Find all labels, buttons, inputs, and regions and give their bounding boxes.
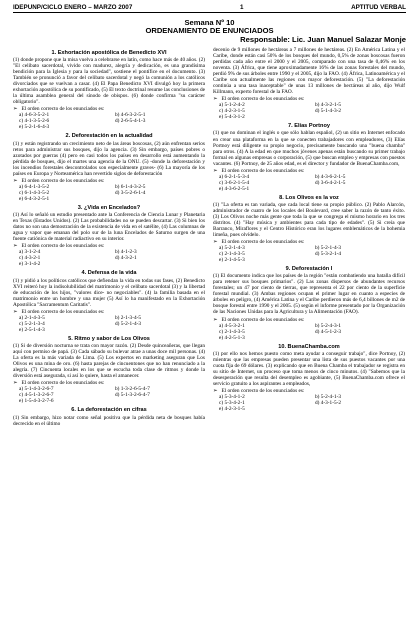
answer-options — [213, 245, 405, 263]
exercise — [13, 133, 205, 201]
answer-option: a) 5-3-4-1-2 — [219, 393, 245, 400]
exercise — [13, 336, 205, 404]
left-column — [13, 47, 205, 427]
exercise-text: (1) Si de diversión nocturna se trata con mayor razón. (2) Desde quinceañeras, que llegan aquí con permiso de papá. (3) Cada sábado su bulevar atrae a unas doce mil personas. (4) La oferta es la más variada de Lima. (5) Los expertos en marketing aseguran que Los Olivos es una mina de oro. (6) hasta parejas de cincuentones que no han renunciado a la alegría. (7) Cincuenta locales en los que se escucha toda clase de ritmos y donde la diversión está asegurada, si así lo quiere, hasta el amanecer. — [13, 343, 205, 380]
answer-prompt-label: El orden correcto de los enunciados es: — [221, 387, 305, 394]
exercise-text: (1) donde propone que la misa vuelva a celebrarse en latín, como hace más de 40 años. (2) "El celibato sacerdotal, vivido con madurez, alegría y dedicación, es una grandísima bendición para la Iglesia y para la sociedad", sostiene el pontífice en el documento. (3) También se pronunció a favor del celibato sacerdotal y negó la comunión a los católicos divorciados que se vuelvan a casar. (4) El Papa Benedicto XVI divulgó hoy la primera exhortación apostólica de su pontificado, (5) El texto doctrinal resume las conclusiones de la última asamblea general del sínodo de obispos. (6) donde confirma "su carácter obligatorio". — [13, 57, 205, 106]
answer-option: c) 5-2-1-3-4 — [19, 320, 45, 327]
arrow-bullet-icon: ➢ — [213, 239, 218, 246]
answer-option: a) 6-2-1-5-3-4 — [219, 173, 250, 180]
exercise-title: 3. ¿Vida en Encelados? — [77, 204, 141, 211]
answer-option: a) 3-1-2-4 — [19, 249, 41, 256]
answer-option: e) 5-2-1-6-4-3 — [19, 124, 50, 131]
answer-prompt-label: El orden correcto de los enunciados es: — [21, 243, 105, 250]
answer-option: d) 4-3-2-1 — [115, 255, 137, 262]
page-header — [13, 4, 406, 13]
responsible-line: Responsable: Lic. Juan Manuel Salazar Monje — [240, 35, 406, 44]
exercise-text: (1) que no dominan el inglés o que sólo hablan español, (2) un sitio en Internet enfocado en crear una plataforma en la que se conecten trabajadores con empleadores, (3) Elías Portnoy está diligente su propio negocio, precisamente buscando una "buena chamba" para otros. (4) A la edad en que muchos jóvenes apenas están buscando su primer trabajo formal en algunas empresas o corporación, (5) que buscan empleo y empresas con puestos vacantes. (6) Portnoy, de 25 años edad, es el director y fundador de BuenaChamba.com, — [213, 130, 405, 167]
right-column — [213, 47, 405, 427]
header-subject: APTITUD VERBAL — [351, 4, 406, 11]
answer-options — [213, 174, 405, 192]
answer-option: e) 2-1-4-5-3 — [219, 257, 245, 264]
exercise — [13, 50, 205, 130]
answer-prompt-label: El orden correcto de los enunciados es: — [221, 167, 305, 174]
answer-option: c) 4-2-3-1-5 — [219, 108, 245, 115]
arrow-bullet-icon: ➢ — [213, 96, 218, 103]
answer-option: a) 2-1-4-3-5 — [19, 314, 45, 321]
answer-option: c) 2-1-4-3-5 — [219, 251, 245, 258]
answer-option: a) 5-1-4-3-2-6-7 — [19, 386, 54, 393]
answer-option: d) 4-5-1-2-3 — [315, 328, 342, 335]
exercise — [213, 195, 405, 263]
answer-option: b) 4-1-2-3 — [115, 249, 137, 256]
answer-option: e) 3-1-4-2 — [19, 261, 41, 268]
answer-option: a) 4-5-3-2-1 — [219, 322, 245, 329]
answer-option: a) 4-6-3-5-2-1 — [19, 112, 50, 119]
exercise-text: (1) Así lo señaló un estudio presentado ante la Conferencia de Ciencia Lunar y Planetaria en Texas (Estados Unidos). (2) Las probabilidades no se pueden descartar. (3) Si bien los datos no son una demostración de la existencia de vida en el satélite, (4) Las columnas de agua y vapor que emanan del polo sur de la luna Encelados de Saturno surgen de una fuente catiónica de material radiactivo en su interior. — [13, 212, 205, 243]
arrow-bullet-icon: ➢ — [13, 177, 18, 184]
header-page-number: 1 — [239, 4, 244, 11]
arrow-bullet-icon: ➢ — [213, 167, 218, 174]
arrow-bullet-icon: ➢ — [13, 106, 18, 113]
answer-option: e) 5-4-3-1-2 — [219, 114, 245, 121]
answer-prompt-label: El orden correcto de los enunciados es: — [221, 316, 305, 323]
exercise — [213, 47, 405, 120]
answer-option: b) 5-2-1-4-3 — [315, 245, 342, 252]
answer-option: d) 5-2-1-4-3 — [115, 320, 142, 327]
answer-option: d) 3-5-2-6-1-4 — [115, 189, 146, 196]
exercise-text: decenio de 9 millones de hectáreas a 7 millones de hectáreas. (2) En América Latina y el Caribe, donde están casi 50% de los bosques del mundo, 0,5% de zonas boscosas fueron perdidas cada año entre el 2000 y el 2005, comparado con una tasa de 0,46% en los noventa. (3) África, que tiene aproximadamente 16% de las zonas forestales del mundo, perdió 9% de sus árboles entre 1990 y el 2005, dijo la FAO. (4) África, Latinoamérica y el Caribe son actualmente las regiones con mayor deforestación. (5) "La deforestación continúa a una tasa inaceptable" de unas 13 millones de hectáreas al año, dijo Wulf Killmann, experto forestal de la FAO. — [213, 47, 405, 96]
exercise-title: 8. Los Olivos es la voz — [279, 194, 339, 201]
arrow-bullet-icon: ➢ — [13, 243, 18, 250]
answer-option: c) 3-6-2-1-5-4 — [219, 179, 250, 186]
answer-prompt-label: El orden correcto de los enunciados es: — [221, 239, 305, 246]
answer-option: b) 4-6-3-2-5-1 — [115, 112, 146, 119]
answer-option: d) 3-6-4-2-1-5 — [315, 179, 346, 186]
exercise — [13, 205, 205, 267]
exercise-title: 4. Defensa de la vida — [81, 270, 137, 277]
exercise-text: (1) "La oferta es tan variada, que cada local tiene su propio público. (2) Pablo Alarcón, administrador de cuatro de los locales del Boulevard, cree saber la razón de tanto éxito. (3) Los Olivos noche más gente que toda la que se congrega el mismo horario en los tres distritos. (4) "Hay música y ambientes para cada tipo de edades". (5) Si creía que Barranco, Miraflores y el Centro Histórico eran los lugares emblemáticos de la bohemia limeña, pues olvídelo. — [213, 201, 405, 239]
exercise — [13, 407, 205, 426]
answer-option: c) 4-1-3-5-2-6 — [19, 118, 50, 125]
answer-option: b) 4-3-6-2-1-5 — [315, 173, 346, 180]
answer-option: a) 5-2-1-4-3 — [219, 245, 245, 252]
exercise-text: (1) y pidió a los políticos católicos que defiendan la vida en todas sus fases, (2) Benedicto XVI reiteró hoy la indisolubilidad del matrimonio y el celibato sacerdotal (3) y la libertad de educación de los hijos, "valores dice- no negociables". (4) la familia basada en el matrimonio entre un hombre y una mujer (5) Así lo ha manifestado en la Exhortación Apostólica "Sacramentum Caritatis". — [13, 277, 205, 308]
answer-option: a) 5-1-2-4-2 — [219, 102, 245, 109]
answer-option: c) 2-1-4-3-5 — [219, 328, 245, 335]
answer-prompt-label: El orden correcto de los enunciados es: — [21, 308, 105, 315]
arrow-bullet-icon: ➢ — [213, 387, 218, 394]
exercise-title: 10. BuenaChamba.com — [278, 343, 340, 350]
answer-option: d) 5-1-3-2-6-4-7 — [115, 392, 150, 399]
exercise — [213, 344, 405, 412]
answer-option: b) 2-1-3-4-5 — [115, 314, 142, 321]
week-title: Semana Nº 10 — [184, 18, 235, 27]
answer-option: e) 1-5-4-3-2-7-6 — [19, 398, 54, 405]
exercise-title: 6. La deforestación en cifras — [71, 407, 147, 414]
answer-option: b) 6-1-4-3-2-5 — [115, 183, 146, 190]
arrow-bullet-icon: ➢ — [213, 316, 218, 323]
topic-title: ORDENAMIENTO DE ENUNCIADOS — [145, 26, 274, 35]
exercise-text: (1) por ello nos hemos puesto como meta ayudar a conseguir trabajo", dice Portnoy, (2) mientras que las empresas pueden presentar una lista de sus puestos vacantes por una cuota fija de 69 dólares. (3) explicando que en Buena Chamba el trabajador se registra en su sitio de Internet, un proceso que toma menos de cinco minutos. (4) "Sabemos que la desesperación que resulta del desempleo es agobiante, (5) BuenaChamba.com ofrece el servicio gratuito a los aspirantes a empleados, — [213, 350, 405, 387]
exercise-text: (1) El documento indica que los países de la región "están combatiendo una batalla difícil para retener sus bosques primarios". (2) Las zonas dispersos de abundantes recursos forestales; un 47 por ciento de tierras, que representa el 22 por ciento de la superficie forestal mundial. (3) Ambas regiones ocupan el primer lugar en cuanto a especies de árboles en peligro, (4) América Latina y el Caribe perdieron más de 6,4 billones de m2 de bosque forestal entre 1990 y el 2005. (5) según el informe presentado por la Organización de las Naciones Unidas para la Agricultura y la Alimentación (FAO). — [213, 273, 405, 316]
answer-prompt-label: El orden correcto de los enunciados es: — [21, 106, 105, 113]
answer-prompt-label: El orden correcto de los enunciados es: — [21, 380, 105, 387]
answer-option: e) 4-2-3-1-5 — [219, 406, 245, 412]
answer-options — [13, 315, 205, 333]
answer-options — [13, 112, 205, 130]
answer-option: c) 4-5-1-3-2-6-7 — [19, 392, 54, 399]
answer-option: c) 4-3-2-1 — [19, 255, 41, 262]
answer-option: b) 1-3-2-6-5-4-7 — [115, 386, 150, 393]
exercise — [213, 123, 405, 191]
answer-option: d) 4-3-1-5-2 — [315, 399, 342, 406]
answer-options — [13, 184, 205, 202]
exercise-title: 5. Ritmo y sabor de Los Olivos — [68, 335, 150, 342]
answer-option: e) 6-4-3-2-5-1 — [19, 195, 50, 202]
answer-prompt-label: El orden correcto de los enunciados es: — [21, 177, 105, 184]
two-column-content — [13, 47, 406, 427]
answer-option: c) 5-3-4-2-1 — [219, 399, 245, 406]
answer-options — [13, 386, 205, 404]
answer-options — [213, 102, 405, 120]
answer-options — [13, 249, 205, 267]
exercise — [213, 266, 405, 340]
answer-option: d) 5-3-2-1-4 — [315, 251, 342, 258]
answer-option: b) 5-2-4-3-1 — [315, 322, 342, 329]
answer-option: b) 4-3-2-1-5 — [315, 102, 342, 109]
answer-option: d) 5-1-4-3-2 — [315, 108, 342, 115]
title-block — [13, 19, 406, 44]
arrow-bullet-icon: ➢ — [13, 380, 18, 387]
arrow-bullet-icon: ➢ — [13, 308, 18, 315]
exercise-title: 2. Deforestación en la actualidad — [65, 133, 153, 140]
exercise-title: 9. Deforestación I — [285, 266, 333, 273]
answer-option: a) 6-4-1-3-5-2 — [19, 183, 50, 190]
answer-option: e) 4-2-5-1-3 — [219, 334, 245, 341]
answer-prompt-label: El orden correcto de los enunciados es: — [221, 96, 305, 103]
exercise — [13, 270, 205, 332]
exercise-title: 1. Exhortación apostólica de Benedicto XVI — [51, 50, 167, 56]
answer-option: c) 6-1-4-3-5-2 — [19, 189, 50, 196]
answer-option: d) 2-6-5-4-1-3 — [115, 118, 146, 125]
header-institution: IDEPUNP/CICLO ENERO – MARZO 2007 — [13, 4, 133, 11]
exercise-title: 7. Elías Portnoy — [288, 123, 330, 130]
answer-option: e) 4-3-6-2-5-1 — [219, 185, 250, 192]
answer-option: b) 5-2-4-1-3 — [315, 393, 342, 400]
exercise-text: (1) Sin embargo, hizo notar como señal positiva que la pérdida neta de bosques había decrecido en el último — [13, 414, 205, 427]
answer-options — [213, 323, 405, 341]
exercise-text: (1) y están registrando un crecimiento neto de las áreas boscosas, (2) aún enfrentan serios retos para administrar sus bosques, dijo la agencia. (3) Sin embargo, países pobres o azotados por guerras (4) pero en casi todos los países en desarrollo está aumentando la pérdida de bosques, dijo el martes una agencia de la ONU. (5) -donde la deforestación y los incendios forestales descontrolados son especialmente graves- (6) La mayoría de los países en Europa y Norteamérica han revertido siglos de deforestación — [13, 140, 205, 177]
answer-options — [213, 394, 405, 412]
answer-option: e) 2-5-1-4-3 — [19, 326, 45, 333]
